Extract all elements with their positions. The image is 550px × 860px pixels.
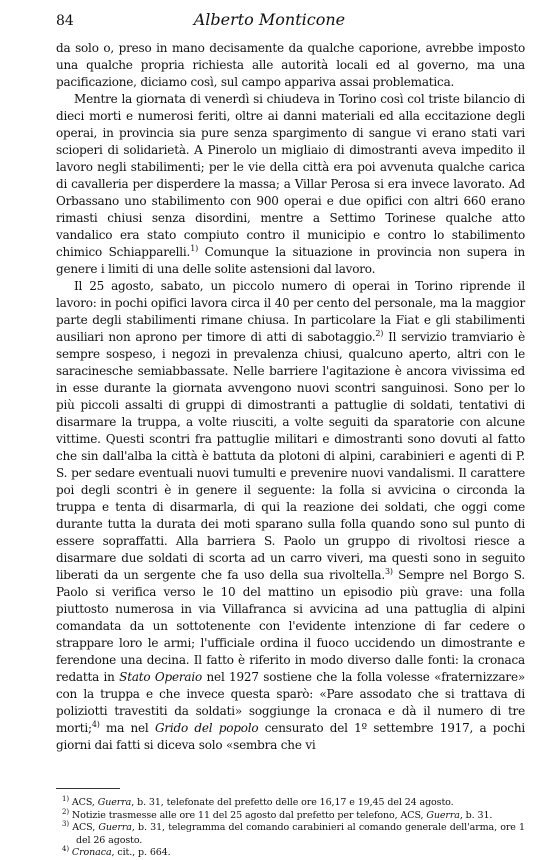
italic-text: Guerra (98, 822, 132, 833)
footnote-number: 2) (62, 807, 69, 816)
text-run: , cit., p. 664. (111, 847, 171, 858)
text-run: ma nel (99, 721, 155, 735)
footnote-number: 4) (62, 844, 69, 853)
text-run: ACS, (71, 797, 98, 808)
text-run: ACS, (72, 822, 99, 833)
footnote (56, 844, 525, 860)
footnote-number: 1) (62, 794, 69, 803)
text-run: , b. 31, telefonate del prefetto delle ore 16,17 e 19,45 del 24 agosto. (131, 797, 454, 808)
text-run: Il servizio tramviario è sempre sospeso, i negozi in prevalenza chiusi, qualcuno aperto, altri con le saracinesche semiabbassate. Nelle barriere l'agitazione è ancora vivissima ed in esse durante la giornata avvengono nuovi scontri sanguinosi. Sono per lo più piccoli assalti di gruppi di dimostranti a pattuglie di soldati, tentativi di disarmare la truppa, a volte riusciti, a volte seguiti da sparatorie con alcune vittime. Questi scontri fra pattuglie militari e dimostranti sono dovuti al fatto che sin dall'alba la città è battuta da plotoni di alpini, carabinieri e agenti di P. S. per sedare eventuali nuovi tumulti e prevenire nuovi vandalismi. Il carattere poi degli scontri è in genere il seguente: la folla si avvicina o circonda la truppa e tenta di disarmarla, di qui la reazione dei soldati, che oggi come durante tutta la durata dei moti sparano sulla folla quando sono sul punto di essere sopraffatti. Alla barriera S. Paolo un gruppo di rivoltosi riesce a disarmare due soldati di scorta ad un carro viveri, ma questi sono in seguito liberati da un sergente che fa uso della sua rivoltella. (56, 330, 525, 582)
footnotes (56, 794, 526, 860)
text-run: Comunque la situazione in provincia non supera in genere i limiti di una delle solite astensioni dal lavoro. (56, 245, 525, 276)
footnote-reference: 2) (375, 329, 384, 338)
footnote (56, 807, 525, 823)
footnote-number: 3) (62, 819, 69, 828)
running-head: Alberto Monticone (193, 10, 346, 29)
body-text (56, 40, 525, 754)
footnote-divider (56, 788, 120, 789)
text-run: nel 1927 sostiene che la folla volesse «fraternizzare» con la truppa e che invece questa sparò: «Pare assodato che si trattava di poliziotti travestiti da soldati» soggiunge la cronaca e dà il numero di tre morti; (56, 670, 525, 735)
text-run: censurato del 1º settembre 1917, a pochi giorni dai fatti si diceva solo «sembra che vi (56, 721, 525, 752)
text-run: Notizie trasmesse alle ore 11 del 25 agosto dal prefetto per telefono, ACS, (71, 809, 427, 821)
footnote-reference: 3) (384, 567, 393, 576)
text-run: Mentre la giornata di venerdì si chiudeva in Torino così col triste bilancio di dieci morti e numerosi feriti, oltre ai danni materiali ed alla eccitazione degli operai, in provincia sia pure senza spargimento di sangue vi erano stati vari scioperi di solidarietà. A Pinerolo un migliaio di dimostranti aveva impedito il lavoro negli stabilimenti; per le vie della città era poi avvenuta qualche carica di cavalleria per disperdere la massa; a Villar Perosa si era invece lavorato. Ad Orbassano uno stabilimento con 900 operai e due opifici con altri 660 erano rimasti chiusi senza disordini, mentre a Settimo Torinese qualche atto vandalico era stato compiuto contro il municipio e contro lo stabilimento chimico Schiapparelli. (56, 92, 525, 259)
page-number: 84 (56, 13, 74, 29)
italic-text: Guerra (97, 797, 132, 808)
italic-text: Grido del popolo (154, 721, 259, 735)
text-run: , b. 31. (459, 809, 493, 821)
text-run: Sempre nel Borgo S. Paolo si verifica verso le 10 del mattino un episodio più grave: una folla piuttosto numerosa in via Villafranca si avvicina ad una pattuglia di alpini comandata da un sottotenente con l'evidente intenzione di far cedere o strappare loro le armi; l'ufficiale ordina il fuoco uccidendo un dimostrante e ferendone una decina. Il fatto è riferito in modo diverso dalle fonti: la cronaca redatta in (56, 568, 525, 684)
page-header (56, 10, 525, 40)
italic-text: Stato Operaio (119, 670, 203, 684)
footnote (56, 819, 526, 847)
paragraph (56, 40, 525, 91)
italic-text: Cronaca (71, 847, 112, 858)
text-run: Il 25 agosto, sabato, un piccolo numero di operai in Torino riprende il lavoro: in pochi opifici lavora circa il 40 per cento del personale, ma la maggior parte degli stabilimenti rimane chiusa. In particolare la Fiat e gli stabilimenti ausiliari non aprono per timore di atti di sabotaggio. (56, 279, 525, 344)
italic-text: Guerra (426, 809, 460, 821)
footnote-reference: 4) (91, 720, 100, 729)
text-run: , b. 31, telegramma del comando carabinieri al comando generale dell'arma, ore 1 del 26 agosto. (76, 822, 526, 846)
footnote-reference: 1) (190, 244, 198, 253)
paragraph (56, 91, 525, 278)
footnote (56, 794, 525, 810)
text-run: da solo o, preso in mano decisamente da qualche caporione, avrebbe imposto una qualche propria richiesta alle autorità locali ed al governo, ma una pacificazione, diciamo così, sul campo appariva assai problematica. (56, 41, 525, 89)
paragraph (56, 278, 525, 754)
